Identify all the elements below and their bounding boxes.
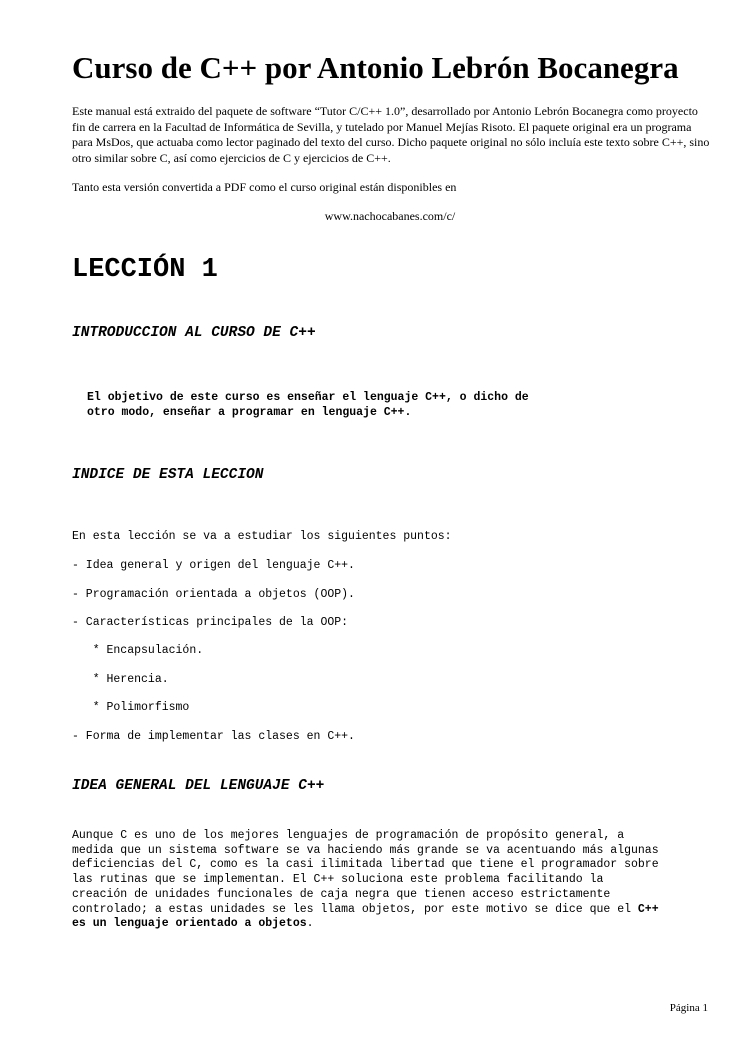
body-line: Aunque C es uno de los mejores lenguajes de programación de propósito general, a	[72, 829, 625, 842]
index-item: - Idea general y origen del lenguaje C++.	[72, 559, 355, 572]
body-line: las rutinas que se implementan. El C++ soluciona este problema facilitando la	[72, 873, 604, 887]
lesson-heading: LECCIÓN 1	[72, 255, 218, 285]
page-number: Página 1	[669, 1002, 708, 1014]
availability-text: Tanto esta versión convertida a PDF como el curso original están disponibles en	[72, 180, 457, 194]
body-line: deficiencias del C, como es la casi ilimitada libertad que tiene el programador sobre	[72, 858, 659, 872]
body-bold-statement: es un lenguaje orientado a objetos	[72, 917, 307, 931]
course-url-link[interactable]: www.nachocabanes.com/c/	[324, 209, 456, 223]
section-heading-index: INDICE DE ESTA LECCION	[72, 467, 264, 483]
objective-text	[87, 390, 529, 420]
body-line: creación de unidades funcionales de caja negra que tienen acceso estrictamente	[72, 887, 611, 901]
section-heading-idea: IDEA GENERAL DEL LENGUAJE C++	[72, 778, 325, 794]
index-subitem: * Herencia.	[72, 673, 169, 686]
body-end-punct: .	[306, 917, 314, 931]
index-intro: En esta lección se va a estudiar los siguientes puntos:	[72, 530, 452, 543]
index-subitem: * Polimorfismo	[72, 701, 190, 714]
page-title: Curso de C++ por Antonio Lebrón Bocanegra	[72, 50, 679, 85]
index-subitem: * Encapsulación.	[72, 644, 204, 657]
body-line: controlado; a estas unidades se les llama objetos, por este motivo se dice que el	[72, 902, 638, 916]
section-heading-intro: INTRODUCCION AL CURSO DE C++	[72, 325, 316, 341]
body-bold-cpp: C++	[637, 902, 659, 916]
index-item: - Características principales de la OOP:	[72, 616, 349, 629]
objective-line-2: otro modo, enseñar a programar en lenguaje C++.	[87, 406, 412, 419]
body-line: medida que un sistema software se va haciendo más grande se va acentuando más algunas	[72, 843, 659, 857]
body-paragraph	[72, 829, 722, 932]
intro-paragraph: Este manual está extraido del paquete de software “Tutor C/C++ 1.0”, desarrollado por Antonio Lebrón Bocanegra como proyecto fin de carrera en la Facultad de Informática de Sevilla, y tutelado por Manuel Mejías Risoto. El paquete original era un programa para MsDos, que actuaba como lector paginado del texto del curso. Dicho paquete original no sólo incluía este texto sobre C++, sino otro similar sobre C, así como ejercicios de C y ejercicios de C++.	[72, 104, 710, 165]
objective-line-1: El objetivo de este curso es enseñar el lenguaje C++, o dicho de	[87, 391, 529, 404]
index-item: - Forma de implementar las clases en C++.	[72, 730, 355, 743]
index-item: - Programación orientada a objetos (OOP).	[72, 588, 355, 601]
